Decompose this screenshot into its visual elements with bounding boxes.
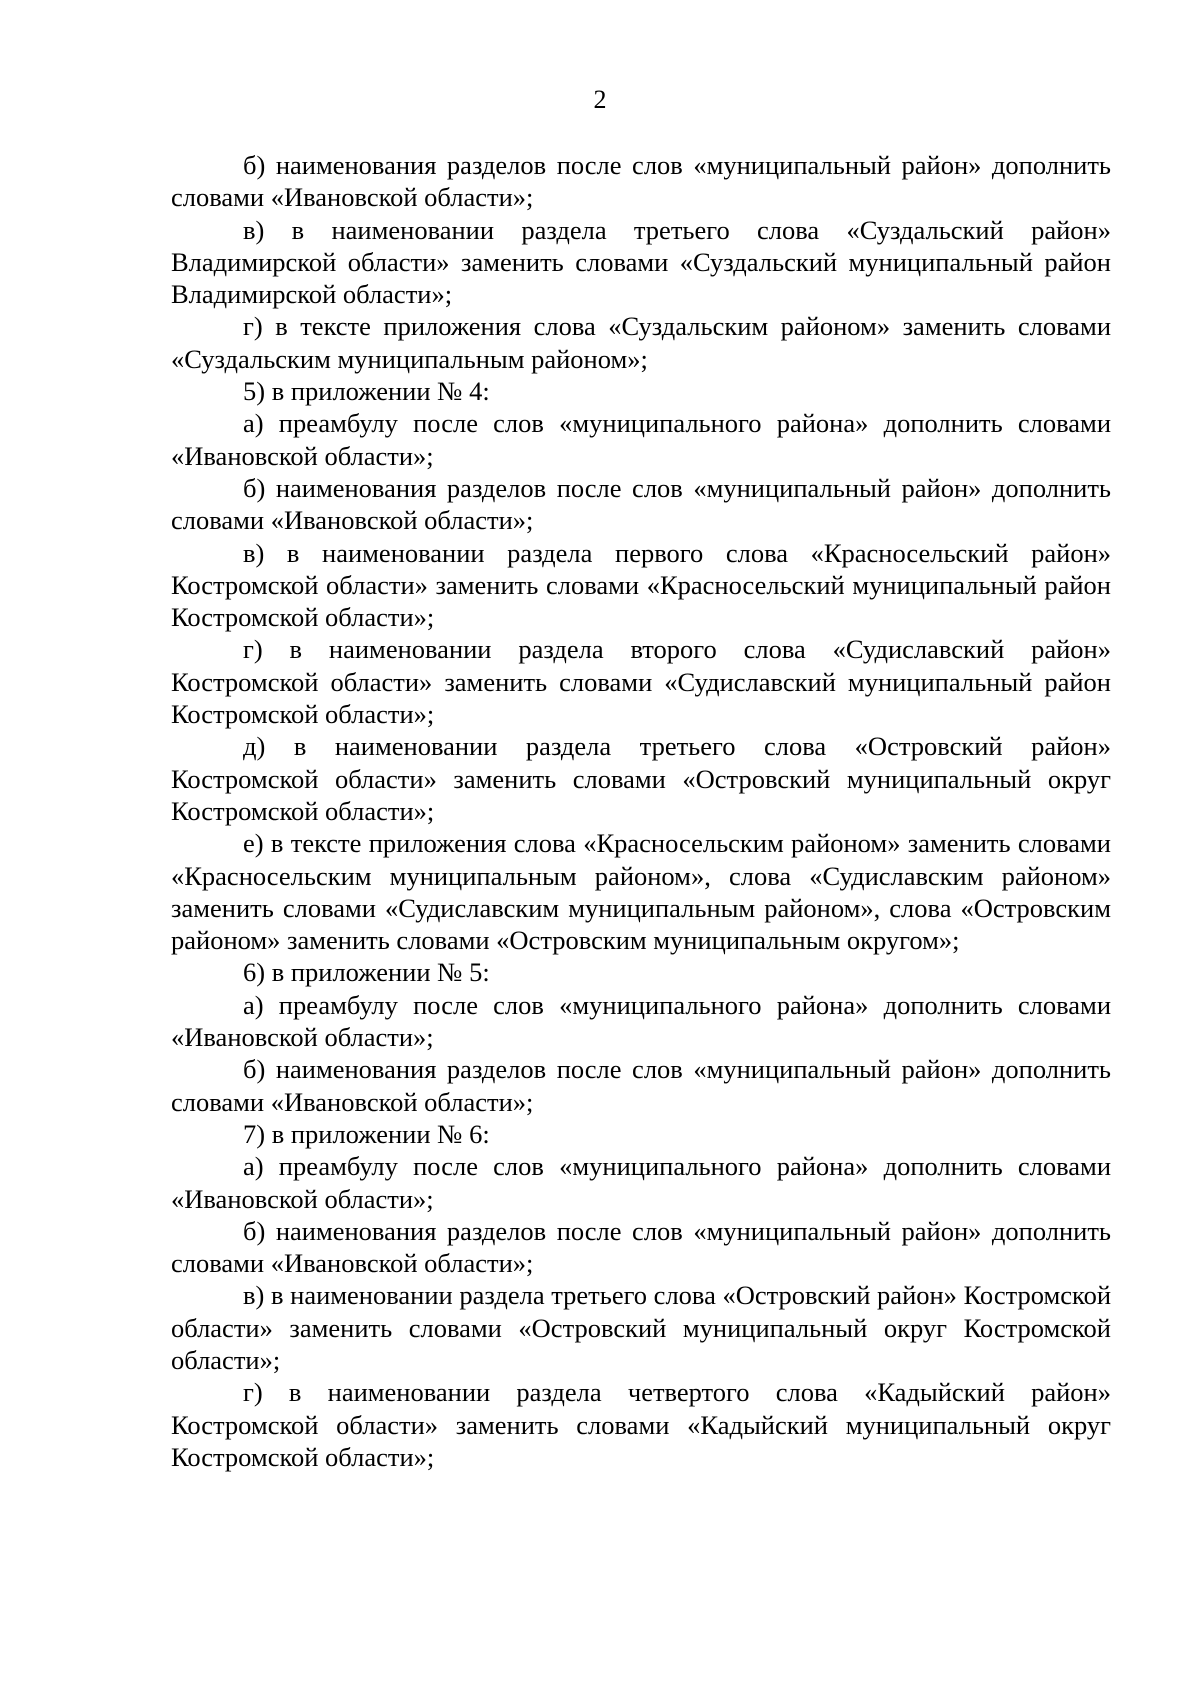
paragraph-item-a-4: а) преамбулу после слов «муниципального района» дополнить словами «Ивановской области»; (171, 1151, 1111, 1214)
paragraph-item-g-4: г) в наименовании раздела четвертого слова «Кадыйский район» Костромской области» заменить словами «Кадыйский муниципальный округ Костромской области»; (171, 1377, 1111, 1472)
paragraph-item-b-4: б) наименования разделов после слов «муниципальный район» дополнить словами «Ивановской области»; (171, 1215, 1111, 1279)
paragraph-item-a-3: а) преамбулу после слов «муниципального района» дополнить словами «Ивановской области»; (171, 989, 1111, 1053)
paragraph-item-v-2: в) в наименовании раздела первого слова «Красносельский район» Костромской области» заменить словами «Красносельский муниципальный район Костромской области»; (171, 537, 1111, 633)
paragraph-item-e-2: е) в тексте приложения слова «Красносельским районом» заменить словами «Красносельским муниципальным районом», слова «Судиславским районом» заменить словами «Судиславским муниципальным районом», слова «Островским районом» заменить словами «Островским муниципальным округом»; (171, 828, 1111, 956)
page-number: 2 (593, 85, 607, 114)
paragraph-item-b-1: б) наименования разделов после слов «муниципальный район» дополнить словами «Ивановской области»; (171, 150, 1111, 213)
paragraph-item-v-1: в) в наименовании раздела третьего слова «Суздальский район» Владимирской области» заменить словами «Суздальский муниципальный район Владимирской области»; (171, 214, 1111, 310)
paragraph-item-v-4: в) в наименовании раздела третьего слова «Островский район» Костромской области» заменить словами «Островский муниципальный округ Костромской области»; (171, 1280, 1111, 1375)
paragraph-item-b-3: б) наименования разделов после слов «муниципальный район» дополнить словами «Ивановской области»; (171, 1054, 1111, 1117)
paragraph-item-g-2: г) в наименовании раздела второго слова «Судиславский район» Костромской области» заменить словами «Судиславский муниципальный район Костромской области»; (171, 634, 1111, 730)
paragraph-point-6: 6) в приложении № 5: (243, 957, 490, 988)
paragraph-item-a-2: а) преамбулу после слов «муниципального района» дополнить словами «Ивановской области»; (171, 408, 1111, 471)
paragraph-item-g-1: г) в тексте приложения слова «Суздальским районом» заменить словами «Суздальским муниципальным районом»; (171, 311, 1111, 374)
paragraph-item-d-2: д) в наименовании раздела третьего слова «Островский район» Костромской области» заменить словами «Островский муниципальный округ Костромской области»; (171, 731, 1111, 826)
paragraph-item-b-2: б) наименования разделов после слов «муниципальный район» дополнить словами «Ивановской области»; (171, 472, 1111, 536)
document-body (171, 149, 1111, 1473)
paragraph-point-5: 5) в приложении № 4: (243, 376, 490, 407)
paragraph-point-7: 7) в приложении № 6: (243, 1118, 490, 1149)
